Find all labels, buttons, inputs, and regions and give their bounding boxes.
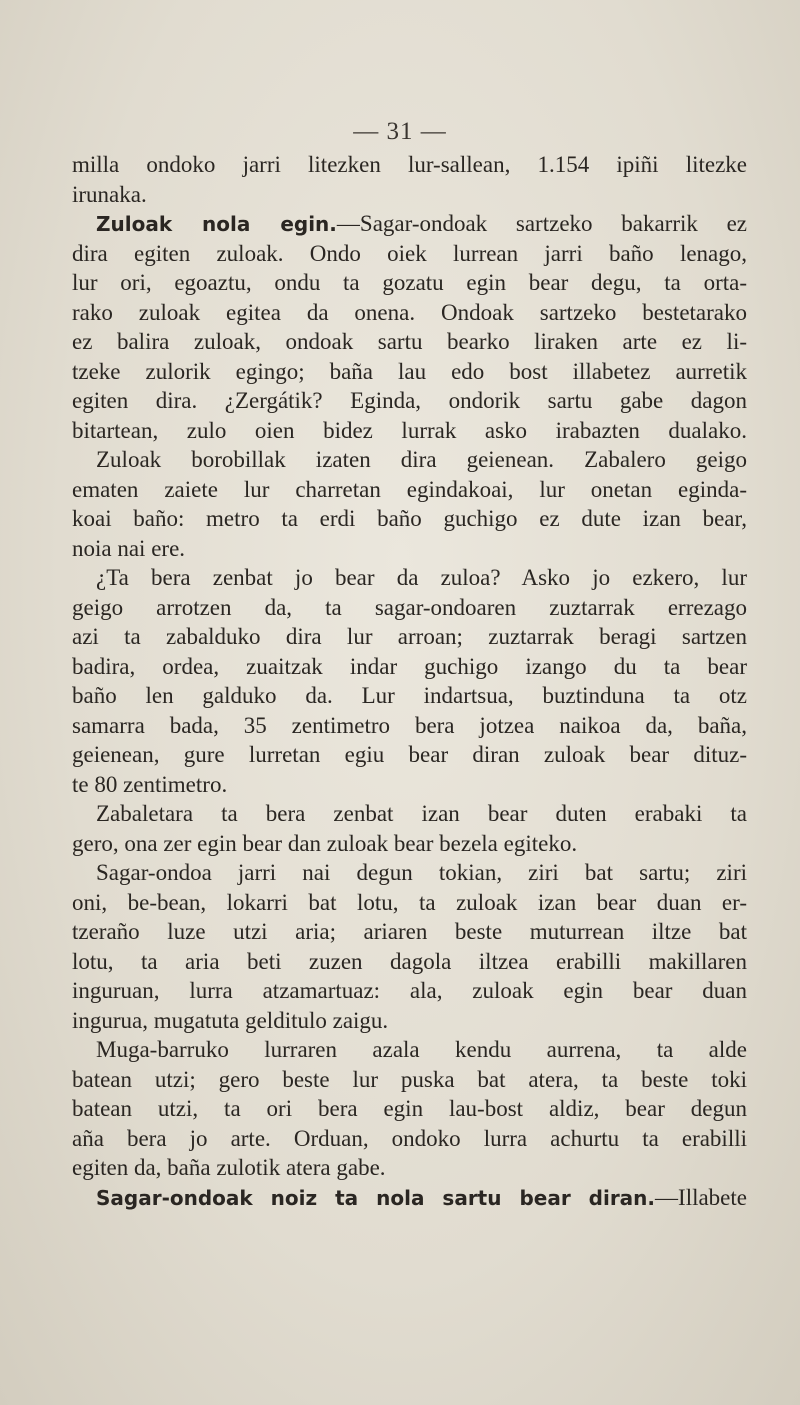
text-line: egiten dira. ¿Zergátik? Eginda, ondorik sartu gabe dagon bbox=[72, 388, 747, 413]
text-line: tzeraño luze utzi aria; ariaren beste muturrean iltze bat bbox=[72, 919, 747, 944]
text-line: dira egiten zuloak. Ondo oiek lurrean jarri baño lenago, bbox=[72, 240, 747, 266]
text-line: egiten da, baña zulotik atera gabe. bbox=[72, 1155, 386, 1180]
text-line: badira, ordea, zuaitzak indar guchigo izango du ta bear bbox=[72, 653, 747, 679]
text-line: noia nai ere. bbox=[72, 535, 186, 561]
text-line: baño len galduko da. Lur indartsua, buztinduna ta otz bbox=[72, 683, 747, 708]
text-line: Zuloak borobillak izaten dira geienean. Zabalero geigo bbox=[96, 447, 747, 472]
text-line: inguruan, lurra atzamartuaz: ala, zuloak egin bear duan bbox=[72, 978, 747, 1003]
text-line: Muga-barruko lurraren azala kendu aurrena, ta alde bbox=[96, 1037, 747, 1062]
text-line: bitartean, zulo oien bidez lurrak asko irabazten dualako. bbox=[72, 417, 747, 443]
body-text bbox=[72, 150, 747, 1212]
text-fragment: —Sagar-ondoak sartzeko bakarrik ez bbox=[336, 211, 747, 236]
text-line: te 80 zentimetro. bbox=[72, 771, 228, 797]
text-line: geigo arrotzen da, ta sagar-ondoaren zuztarrak errezago bbox=[72, 594, 747, 620]
text-line: koai baño: metro ta erdi baño guchigo ez dute izan bear, bbox=[72, 506, 747, 531]
text-line: ematen zaiete lur charretan egindakoai, lur onetan egindа- bbox=[72, 476, 747, 502]
text-line: ez balira zuloak, ondoak sartu bearko liraken arte ez li- bbox=[72, 329, 747, 354]
section-heading: Zuloak nola egin. bbox=[96, 212, 337, 236]
text-line: tzeke zulorik egingo; baña lau edo bost illabetez aurretik bbox=[72, 358, 747, 384]
text-line: azi ta zabalduko dira lur arroan; zuztarrak beragi sartzen bbox=[72, 624, 747, 649]
text-line bbox=[72, 1183, 747, 1213]
text-line: geienean, gure lurretan egiu bear diran zuloak bear dituz- bbox=[72, 742, 747, 767]
text-line: aña bera jo arte. Orduan, ondoko lurra achurtu ta erabilli bbox=[72, 1125, 747, 1151]
text-line: batean utzi, ta ori bera egin lau-bost aldiz, bear degun bbox=[72, 1096, 747, 1121]
text-line: rako zuloak egitea da onena. Ondoak sartzeko bestetarako bbox=[72, 299, 747, 325]
text-line: lur ori, egoaztu, ondu ta gozatu egin bear degu, ta orta- bbox=[72, 270, 747, 295]
text-line: lotu, ta aria beti zuzen dagola iltzea erabilli makillaren bbox=[72, 948, 747, 974]
text-line: ¿Ta bera zenbat jo bear da zuloa? Asko jo ezkero, lur bbox=[96, 565, 747, 590]
text-line: irunaka. bbox=[72, 181, 147, 207]
text-line: gero, ona zer egin bear dan zuloak bear bezela egiteko. bbox=[72, 830, 578, 856]
text-line: samarra bada, 35 zentimetro bera jotzea naikoa da, baña, bbox=[72, 712, 747, 738]
section-heading: Sagar-ondoak noiz ta nola sartu bear diran. bbox=[96, 1185, 656, 1210]
text-fragment: —Illabete bbox=[655, 1184, 747, 1210]
page-number: — 31 — bbox=[353, 118, 447, 145]
text-line: ingurua, mugatuta gelditulo zaigu. bbox=[72, 1007, 389, 1033]
text-line: Sagar-ondoa jarri nai degun tokian, ziri bat sartu; ziri bbox=[96, 860, 747, 885]
text-line: milla ondoko jarri litezken lur-sallean, 1.154 ipiñi litezke bbox=[72, 152, 747, 177]
text-line: Zabaletara ta bera zenbat izan bear duten erabaki ta bbox=[96, 801, 747, 826]
text-line: oni, be-bean, lokarri bat lotu, ta zuloak izan bear duan er- bbox=[72, 889, 747, 915]
text-line: batean utzi; gero beste lur puska bat atera, ta beste toki bbox=[72, 1066, 747, 1092]
text-line bbox=[72, 209, 747, 239]
